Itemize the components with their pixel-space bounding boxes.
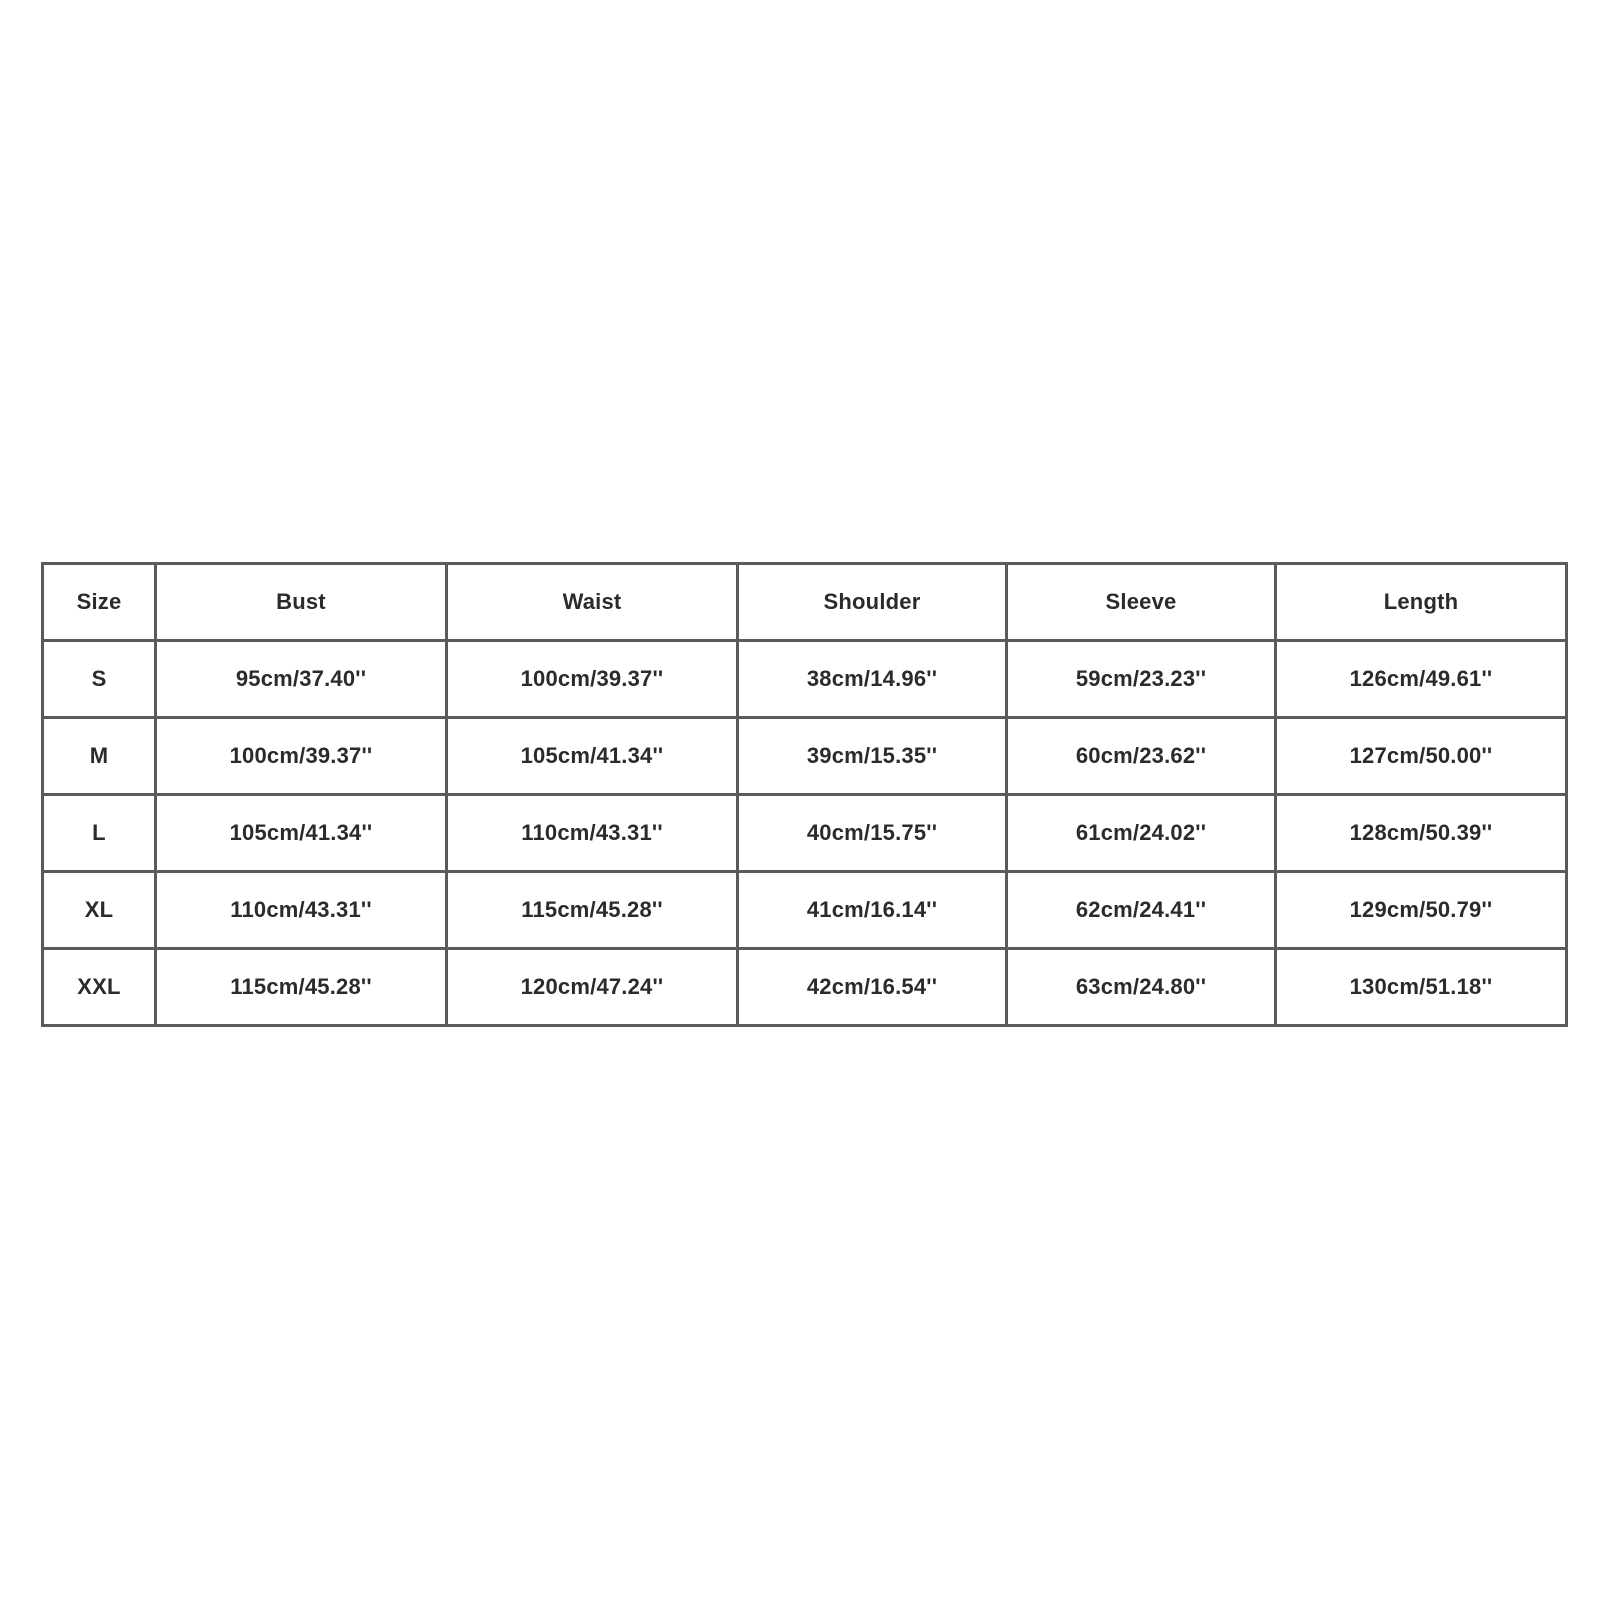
cell-waist: 105cm/41.34''	[447, 718, 738, 795]
cell-waist: 115cm/45.28''	[447, 872, 738, 949]
cell-size: L	[43, 795, 156, 872]
cell-sleeve: 62cm/24.41''	[1007, 872, 1276, 949]
cell-bust: 115cm/45.28''	[156, 949, 447, 1026]
cell-size: XXL	[43, 949, 156, 1026]
cell-length: 126cm/49.61''	[1276, 641, 1567, 718]
cell-waist: 110cm/43.31''	[447, 795, 738, 872]
cell-shoulder: 40cm/15.75''	[738, 795, 1007, 872]
cell-sleeve: 59cm/23.23''	[1007, 641, 1276, 718]
table-row	[43, 795, 1567, 872]
cell-sleeve: 63cm/24.80''	[1007, 949, 1276, 1026]
cell-waist: 100cm/39.37''	[447, 641, 738, 718]
cell-length: 128cm/50.39''	[1276, 795, 1567, 872]
cell-length: 129cm/50.79''	[1276, 872, 1567, 949]
table-row	[43, 718, 1567, 795]
table-row	[43, 641, 1567, 718]
header-waist: Waist	[447, 564, 738, 641]
cell-length: 130cm/51.18''	[1276, 949, 1567, 1026]
cell-shoulder: 41cm/16.14''	[738, 872, 1007, 949]
table-header-row	[43, 564, 1567, 641]
cell-waist: 120cm/47.24''	[447, 949, 738, 1026]
cell-bust: 100cm/39.37''	[156, 718, 447, 795]
header-shoulder: Shoulder	[738, 564, 1007, 641]
header-sleeve: Sleeve	[1007, 564, 1276, 641]
cell-shoulder: 39cm/15.35''	[738, 718, 1007, 795]
header-size: Size	[43, 564, 156, 641]
table-row	[43, 872, 1567, 949]
cell-shoulder: 38cm/14.96''	[738, 641, 1007, 718]
cell-size: XL	[43, 872, 156, 949]
cell-length: 127cm/50.00''	[1276, 718, 1567, 795]
cell-bust: 95cm/37.40''	[156, 641, 447, 718]
cell-shoulder: 42cm/16.54''	[738, 949, 1007, 1026]
cell-size: S	[43, 641, 156, 718]
header-length: Length	[1276, 564, 1567, 641]
size-chart-table	[41, 562, 1568, 1027]
cell-bust: 105cm/41.34''	[156, 795, 447, 872]
cell-bust: 110cm/43.31''	[156, 872, 447, 949]
cell-sleeve: 61cm/24.02''	[1007, 795, 1276, 872]
table-row	[43, 949, 1567, 1026]
cell-sleeve: 60cm/23.62''	[1007, 718, 1276, 795]
header-bust: Bust	[156, 564, 447, 641]
cell-size: M	[43, 718, 156, 795]
